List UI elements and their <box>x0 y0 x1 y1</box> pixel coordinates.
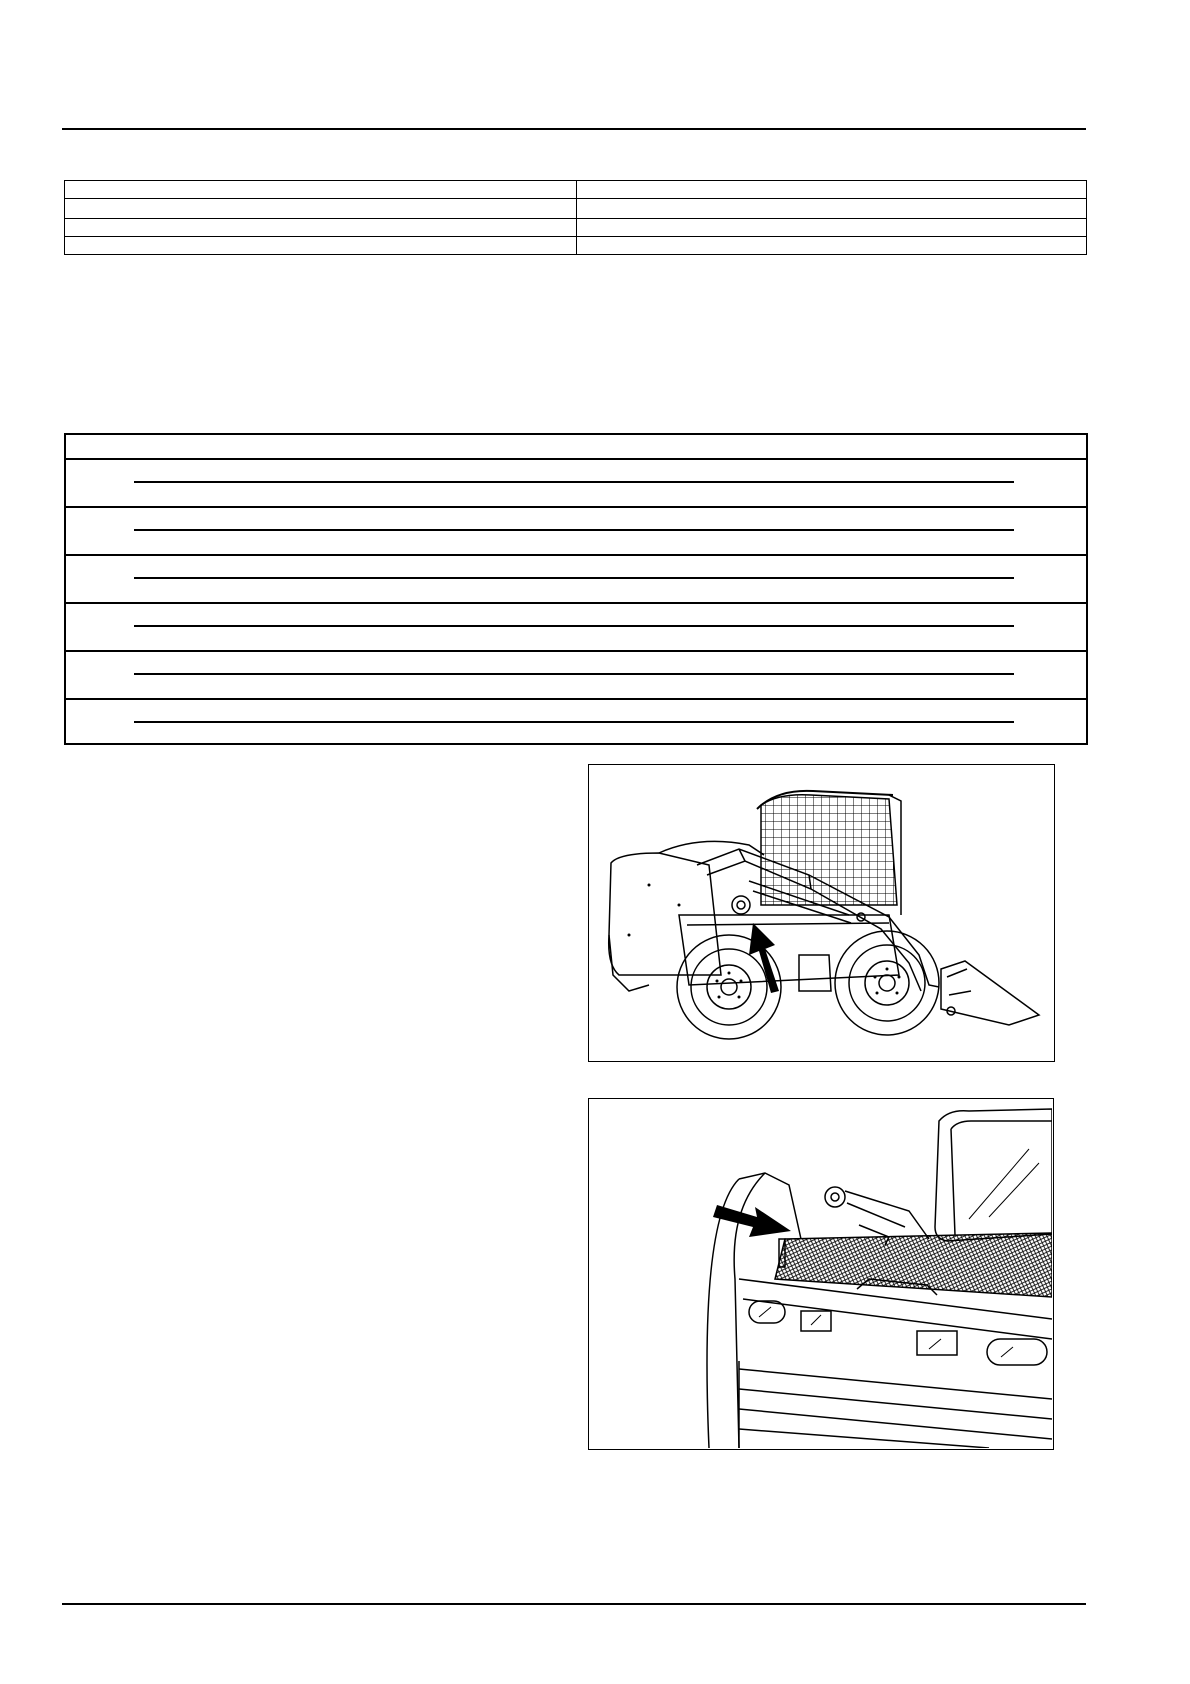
spec-table <box>64 180 1087 255</box>
log-row-divider <box>66 506 1086 508</box>
log-row-divider <box>66 554 1086 556</box>
loader-illustration <box>589 765 1053 1060</box>
footer-rule <box>62 1603 1086 1605</box>
log-entry-line <box>134 577 1014 579</box>
loader-side-view-figure <box>588 764 1055 1062</box>
spec-table-column-divider <box>576 181 577 254</box>
engine-grille-figure <box>588 1098 1054 1450</box>
service-log-table <box>64 433 1088 745</box>
log-row-divider <box>66 698 1086 700</box>
log-header-divider <box>66 458 1086 460</box>
log-row-divider <box>66 602 1086 604</box>
engine-compartment-illustration <box>589 1099 1052 1448</box>
log-entry-line <box>134 673 1014 675</box>
log-entry-line <box>134 721 1014 723</box>
log-row-divider <box>66 650 1086 652</box>
header-rule <box>62 128 1086 130</box>
arrow-icon <box>713 1205 791 1237</box>
log-entry-line <box>134 529 1014 531</box>
log-entry-line <box>134 625 1014 627</box>
log-entry-line <box>134 481 1014 483</box>
